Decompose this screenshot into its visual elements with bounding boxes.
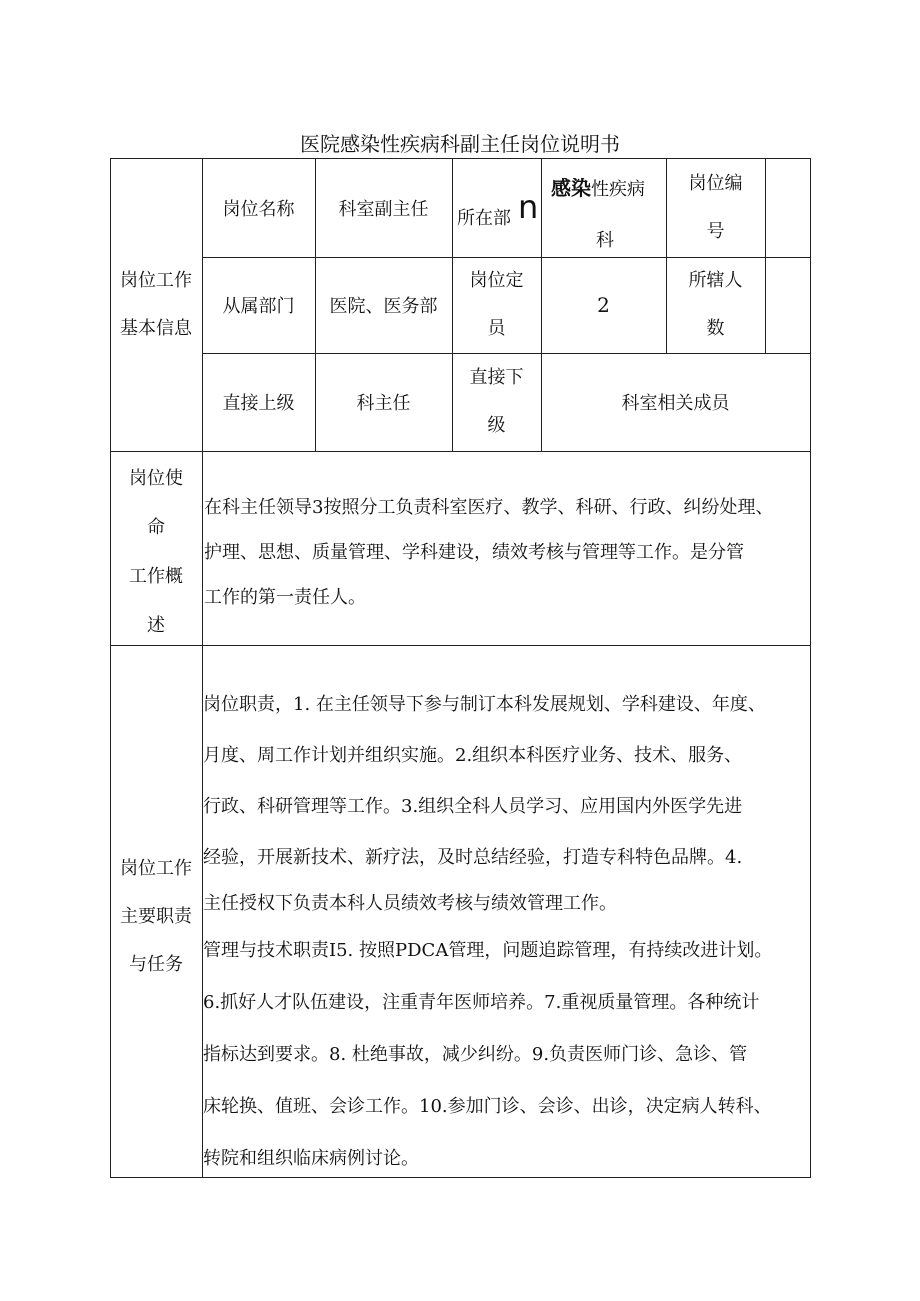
mission-text: [204, 485, 814, 620]
duties-label: [110, 645, 202, 1177]
mission-label-line4: 述: [147, 615, 165, 636]
mission-label-line1: 岗位使: [129, 468, 183, 489]
direct-subordinate-value: 科室相关成员: [621, 393, 730, 414]
duties-text-line: 岗位职责，1. 在主任领导下参与制订本科发展规划、学科建设、年度、: [203, 694, 766, 715]
mission-text-line: 在科主任领导3按照分工负责科室医疗、教学、科研、行政、纠纷处理、: [204, 497, 774, 518]
job-code-key: [666, 158, 765, 257]
mission-text-line: 护理、思想、质量管理、学科建设，绩效考核与管理等工作。是分管: [204, 542, 744, 563]
job-code-key-line1: 岗位编: [688, 172, 743, 194]
basic-info-label-line2: 基本信息: [120, 318, 192, 339]
mission-label-line3: 工作概: [129, 566, 183, 587]
affiliation-key: 从属部门: [222, 296, 295, 317]
subordinates-key-line2: 数: [706, 318, 725, 339]
duties-label-line3: 与任务: [129, 954, 183, 975]
duties-text-line: 转院和组织临床病例讨论。: [203, 1148, 419, 1169]
department-key: [452, 158, 541, 257]
duties-text-line: 指标达到要求。8. 杜绝事故，减少纠纷。9.负责医师门诊、急诊、管: [203, 1044, 748, 1065]
mission-text-line: 工作的第一责任人。: [204, 587, 366, 608]
mission-label: [110, 451, 202, 645]
department-key-text: 所在部: [457, 208, 511, 229]
duties-text-line: 经验，开展新技术、新疗法，及时总结经验，打造专科特色品牌。4.: [203, 847, 743, 868]
direct-superior-key: 直接上级: [222, 393, 295, 414]
job-title-key: 岗位名称: [222, 198, 295, 220]
document-title: 医院感染性疾病科副主任岗位说明书: [300, 132, 620, 156]
department-key-glyph: n: [518, 188, 539, 226]
department-value-line2: 科: [596, 230, 614, 251]
direct-superior-value: 科主任: [356, 393, 411, 414]
basic-info-label-line1: 岗位工作: [120, 270, 192, 291]
job-title-value: 科室副主任: [338, 198, 429, 220]
headcount-key: [452, 257, 541, 353]
subordinates-value: [765, 257, 810, 353]
basic-info-label: [110, 257, 202, 353]
duties-text: [203, 679, 813, 1185]
duties-text-line: 6.抓好人才队伍建设，注重青年医师培养。7.重视质量管理。各种统计: [203, 992, 760, 1013]
job-code-value: [765, 158, 810, 257]
direct-subordinate-key-line1: 直接下: [469, 367, 524, 388]
department-value-rest: 性疾病: [591, 179, 645, 200]
mission-label-line2: 命: [147, 517, 165, 538]
subordinates-key-line1: 所辖人: [688, 270, 743, 291]
department-value-bold: 感染: [551, 176, 591, 200]
subordinates-key: [666, 257, 765, 353]
duties-text-line: 管理与技术职责I5. 按照PDCA管理，问题追踪管理，有持续改进计划。: [203, 940, 773, 961]
department-value: [541, 158, 666, 257]
duties-text-line: 月度、周工作计划并组织实施。2.组织本科医疗业务、技术、服务、: [203, 745, 743, 766]
headcount-key-line1: 岗位定: [469, 270, 524, 291]
duties-text-line: 主任授权下负责本科人员绩效考核与绩效管理工作。: [203, 893, 617, 914]
duties-text-line: 行政、科研管理等工作。3.组织全科人员学习、应用国内外医学先进: [203, 796, 743, 817]
duties-label-line2: 主要职责: [120, 906, 192, 927]
duties-text-line: 床轮换、值班、会诊工作。10.参加门诊、会诊、出诊，决定病人转科、: [203, 1096, 772, 1117]
direct-subordinate-key: [452, 353, 541, 451]
headcount-value: 2: [597, 293, 610, 317]
affiliation-value: 医院、医务部: [329, 296, 438, 317]
duties-label-line1: 岗位工作: [120, 858, 192, 879]
job-code-key-line2: 号: [706, 220, 725, 242]
direct-subordinate-key-line2: 级: [487, 415, 506, 436]
headcount-key-line2: 员: [487, 318, 506, 339]
